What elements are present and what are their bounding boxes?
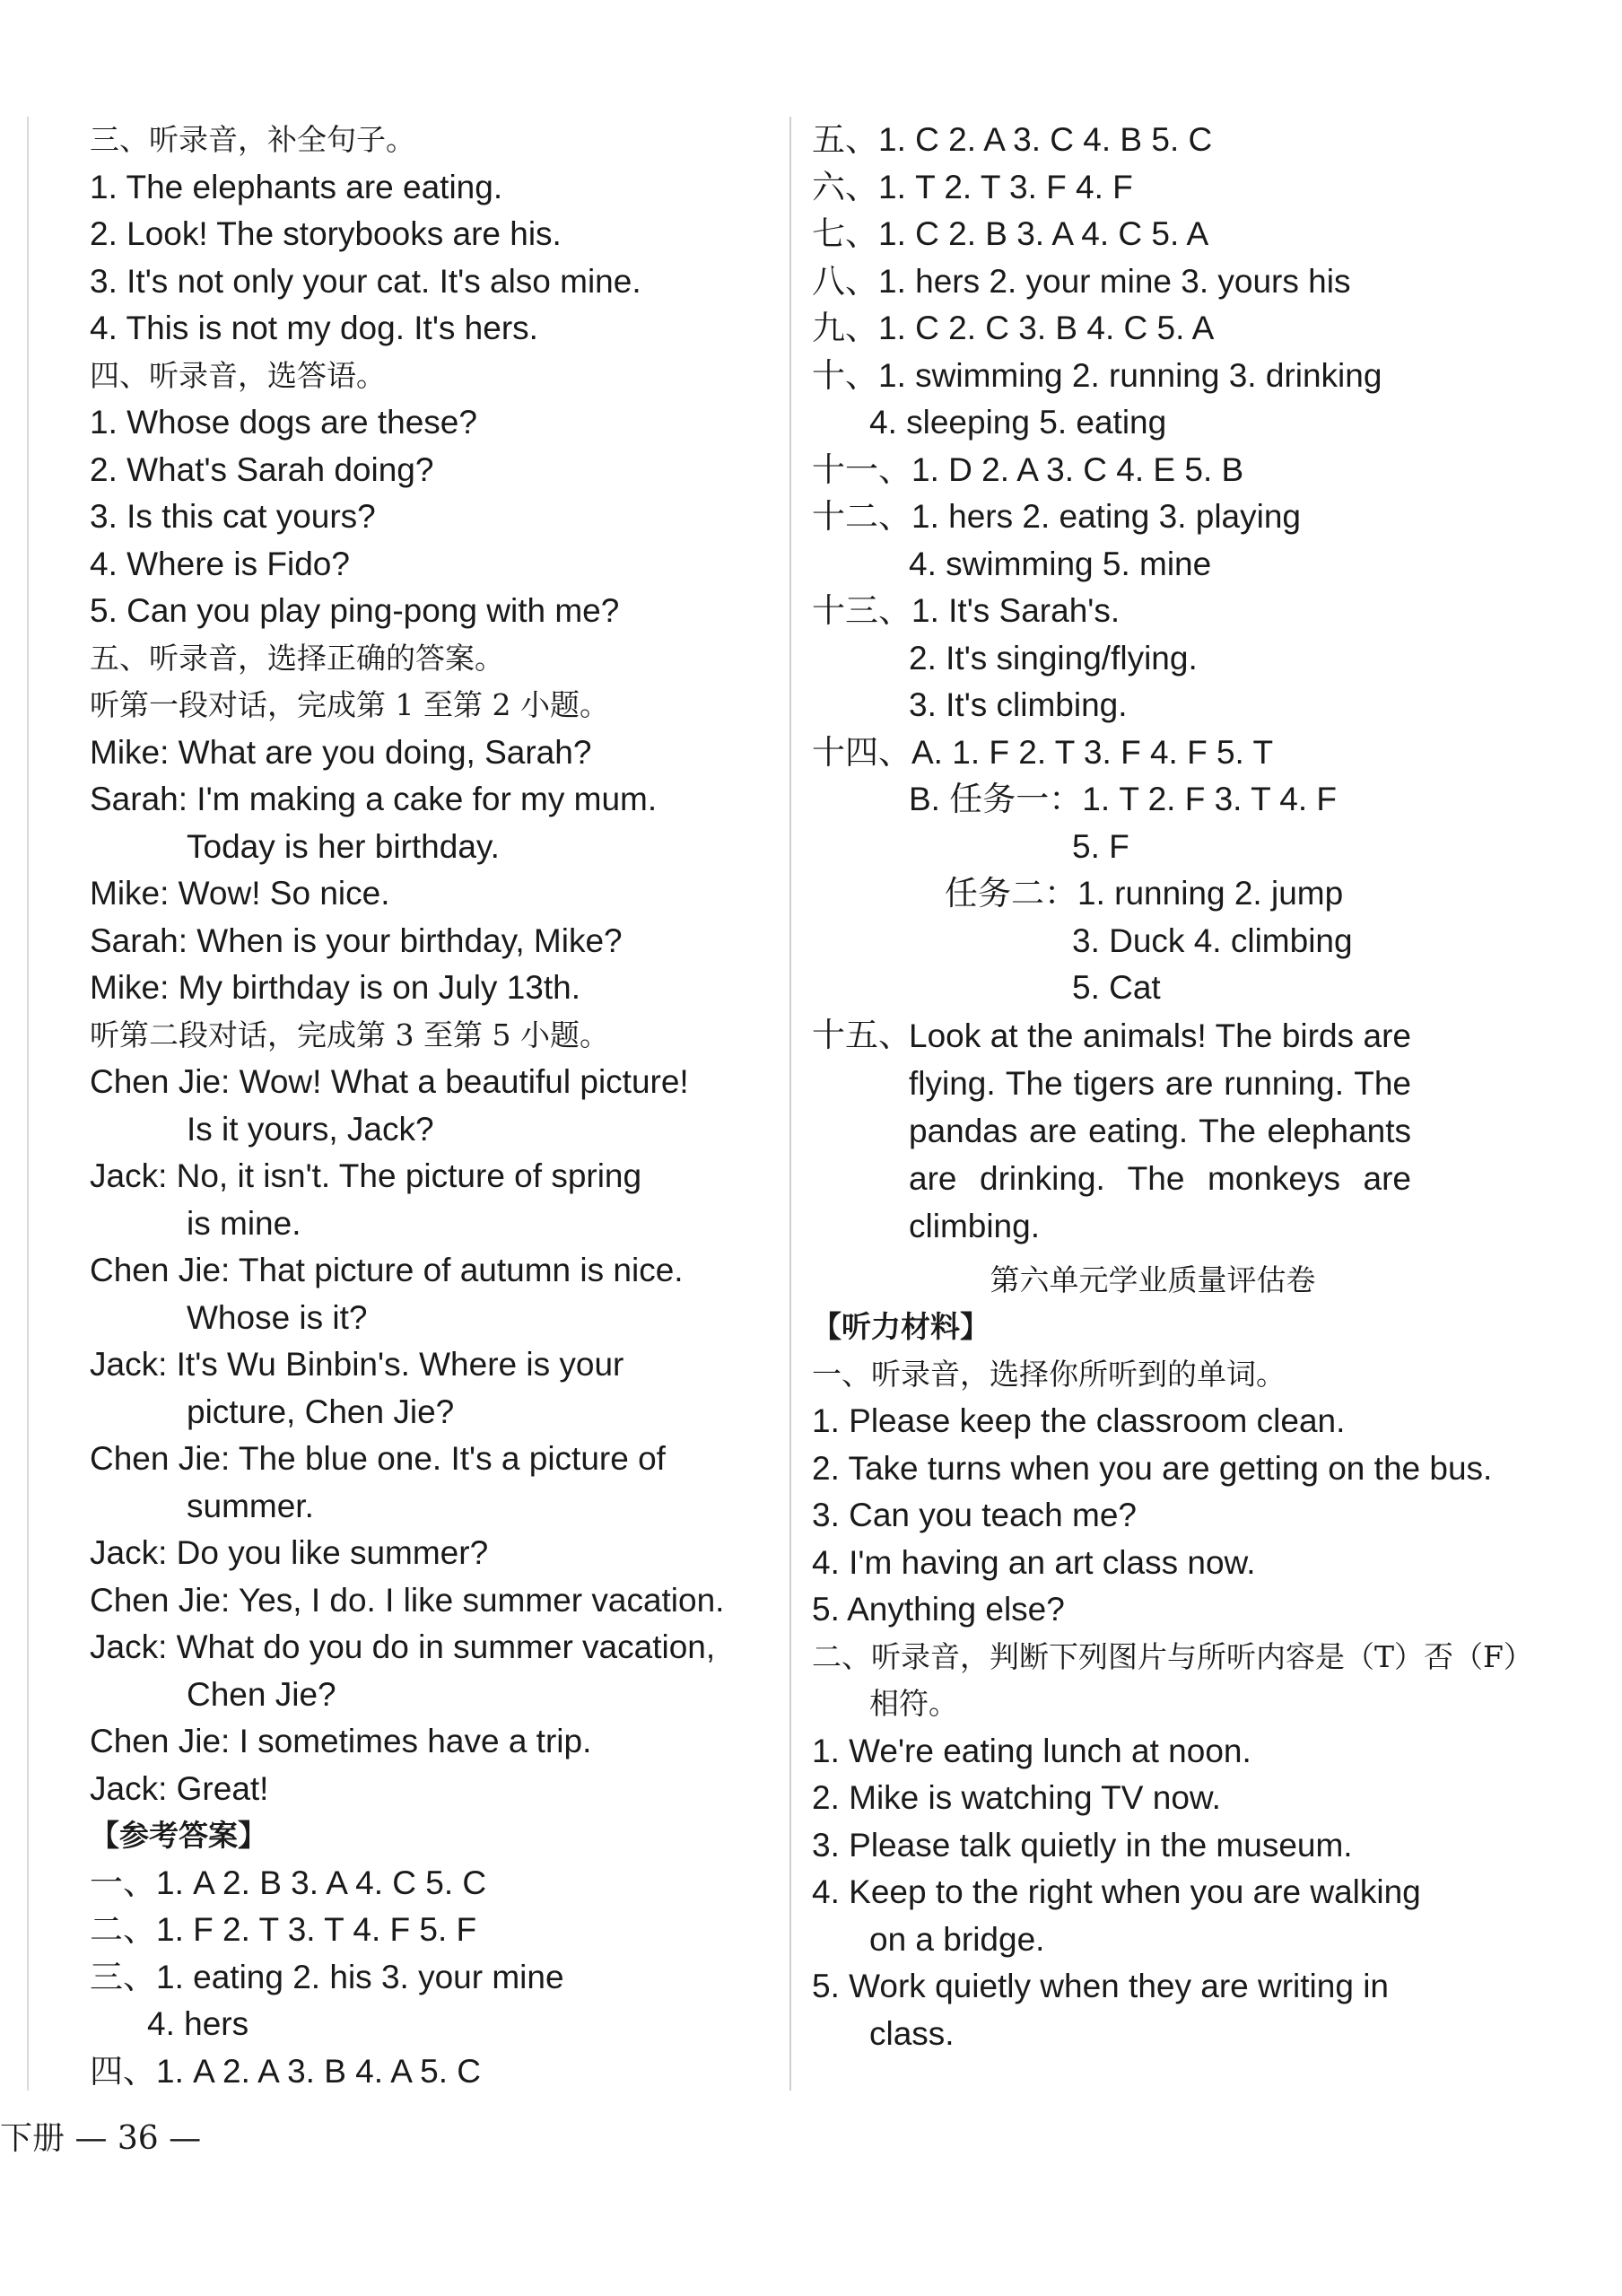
text-line: Chen Jie: I sometimes have a trip. bbox=[90, 1723, 592, 1759]
text-line: 2. What's Sarah doing? bbox=[90, 450, 434, 488]
text-line: 四、听录音，选答语。 bbox=[90, 357, 386, 393]
text-line: 一、听录音，选择你所听到的单词。 bbox=[812, 1356, 1286, 1392]
text-line: 2. It's singing/flying. bbox=[909, 639, 1198, 677]
text-line: 第六单元学业质量评估卷 bbox=[990, 1261, 1316, 1297]
text-line: 二、听录音，判断下列图片与所听内容是（T）否（F） bbox=[812, 1638, 1533, 1674]
text-line: 相符。 bbox=[869, 1686, 958, 1721]
text-line: 4. I'm having an art class now. bbox=[812, 1543, 1256, 1581]
text-line: Jack: Great! bbox=[90, 1769, 269, 1807]
text-line: 1. The elephants are eating. bbox=[90, 168, 503, 205]
text-line: 二、1. F 2. T 3. T 4. F 5. F bbox=[90, 1911, 477, 1948]
text-line: 四、1. A 2. A 3. B 4. A 5. C bbox=[90, 2052, 482, 2090]
text-line: is mine. bbox=[187, 1204, 301, 1242]
text-line: 七、1. C 2. B 3. A 4. C 5. A bbox=[812, 215, 1209, 252]
text-line: Jack: No, it isn't. The picture of spring bbox=[90, 1157, 642, 1194]
text-line: Chen Jie: Yes, I do. I like summer vacation. bbox=[90, 1581, 725, 1619]
text-line: 5. F bbox=[1072, 827, 1129, 865]
text-line: Mike: Wow! So nice. bbox=[90, 875, 390, 912]
text-line: 4. hers bbox=[147, 2005, 249, 2042]
text-line: Mike: My birthday is on July 13th. bbox=[90, 969, 580, 1006]
text-line: 5. Anything else? bbox=[812, 1591, 1065, 1628]
right-column bbox=[812, 117, 1533, 2057]
text-line: summer. bbox=[187, 1487, 314, 1524]
text-line: 【参考答案】 bbox=[90, 1818, 267, 1853]
text-line: 五、1. C 2. A 3. C 4. B 5. C bbox=[812, 121, 1213, 158]
text-line: 【听力材料】 bbox=[812, 1309, 990, 1344]
text-line: 十一、1. D 2. A 3. C 4. E 5. B bbox=[812, 450, 1244, 488]
text-line: Jack: What do you do in summer vacation, bbox=[90, 1628, 716, 1665]
text-line: 八、1. hers 2. your mine 3. yours his bbox=[812, 262, 1351, 300]
text-line: 六、1. T 2. T 3. F 4. F bbox=[812, 168, 1133, 205]
text-line: Jack: It's Wu Binbin's. Where is your bbox=[90, 1346, 624, 1383]
text-line: B. 任务一：1. T 2. F 3. T 4. F bbox=[909, 781, 1338, 817]
essay-label: 十五、 bbox=[812, 1016, 911, 1053]
column-divider bbox=[789, 117, 791, 2091]
text-line: Chen Jie: That picture of autumn is nice. bbox=[90, 1252, 684, 1288]
text-line: 4. Keep to the right when you are walking bbox=[812, 1873, 1421, 1910]
text-line: 三、听录音，补全句子。 bbox=[90, 122, 415, 157]
text-line: 3. Is this cat yours? bbox=[90, 498, 376, 535]
text-line: Jack: Do you like summer? bbox=[90, 1534, 489, 1571]
text-line: Today is her birthday. bbox=[187, 827, 500, 865]
text-line: picture, Chen Jie? bbox=[187, 1392, 455, 1430]
right-answers bbox=[812, 117, 1494, 1012]
text-line: 2. Mike is watching TV now. bbox=[812, 1779, 1221, 1816]
text-line: Sarah: When is your birthday, Mike? bbox=[90, 921, 623, 959]
text-line: 十二、1. hers 2. eating 3. playing bbox=[812, 498, 1302, 535]
text-line: 一、1. A 2. B 3. A 4. C 5. C bbox=[90, 1864, 487, 1901]
text-line: 3. Duck 4. climbing bbox=[1072, 921, 1353, 959]
text-line: 5. Work quietly when they are writing in bbox=[812, 1968, 1390, 2004]
text-line: Chen Jie? bbox=[187, 1675, 336, 1713]
text-line: 3. Please talk quietly in the museum. bbox=[812, 1826, 1353, 1864]
left-column bbox=[90, 117, 780, 2095]
text-line: class. bbox=[869, 2014, 955, 2052]
text-line: 2. Look! The storybooks are his. bbox=[90, 215, 562, 252]
text-line: 1. Whose dogs are these? bbox=[90, 404, 477, 441]
text-line: 4. swimming 5. mine bbox=[909, 545, 1212, 582]
text-line: 4. Where is Fido? bbox=[90, 545, 350, 582]
text-line: 5. Can you play ping-pong with me? bbox=[90, 592, 620, 629]
text-line: 五、听录音，选择正确的答案。 bbox=[90, 640, 504, 676]
text-line: 4. This is not my dog. It's hers. bbox=[90, 310, 538, 346]
text-line: 5. Cat bbox=[1072, 969, 1161, 1006]
text-line: Chen Jie: Wow! What a beautiful picture! bbox=[90, 1063, 689, 1100]
text-line: 4. sleeping 5. eating bbox=[869, 404, 1167, 441]
text-line: 3. It's climbing. bbox=[909, 686, 1128, 723]
page-footer: 下册 — 36 — bbox=[0, 2120, 202, 2157]
text-line: Sarah: I'm making a cake for my mum. bbox=[90, 781, 658, 817]
text-line: 3. Can you teach me? bbox=[812, 1497, 1137, 1533]
text-line: 1. Please keep the classroom clean. bbox=[812, 1402, 1346, 1439]
text-line: Is it yours, Jack? bbox=[187, 1110, 434, 1148]
unit6-listening-material bbox=[812, 1257, 1533, 2058]
text-line: Chen Jie: The blue one. It's a picture of bbox=[90, 1440, 666, 1477]
text-line: 2. Take turns when you are getting on the bus. bbox=[812, 1449, 1493, 1487]
text-line: on a bridge. bbox=[869, 1920, 1045, 1958]
text-line: 听第二段对话，完成第 3 至第 5 小题。 bbox=[90, 1017, 609, 1052]
text-line: Whose is it? bbox=[187, 1298, 368, 1336]
text-line: 3. It's not only your cat. It's also mine. bbox=[90, 262, 641, 300]
text-line: 十、1. swimming 2. running 3. drinking bbox=[812, 356, 1382, 394]
text-line: 十三、1. It's Sarah's. bbox=[812, 592, 1121, 629]
text-line: 三、1. eating 2. his 3. your mine bbox=[90, 1958, 564, 1995]
page-edge-rule bbox=[27, 117, 29, 2091]
text-line: 任务二：1. running 2. jump bbox=[945, 875, 1344, 912]
text-line: 九、1. C 2. C 3. B 4. C 5. A bbox=[812, 310, 1215, 346]
essay-text: Look at the animals! The birds are flying. The tigers are running. The pandas are eating. The elephants are drinking. The monkeys are climbing. bbox=[909, 1017, 1411, 1244]
text-line: 1. We're eating lunch at noon. bbox=[812, 1732, 1251, 1769]
text-line: Mike: What are you doing, Sarah? bbox=[90, 733, 592, 771]
essay-block bbox=[812, 1012, 1494, 1250]
text-line: 十四、A. 1. F 2. T 3. F 4. F 5. T bbox=[812, 733, 1274, 771]
text-line: 听第一段对话，完成第 1 至第 2 小题。 bbox=[90, 687, 609, 722]
